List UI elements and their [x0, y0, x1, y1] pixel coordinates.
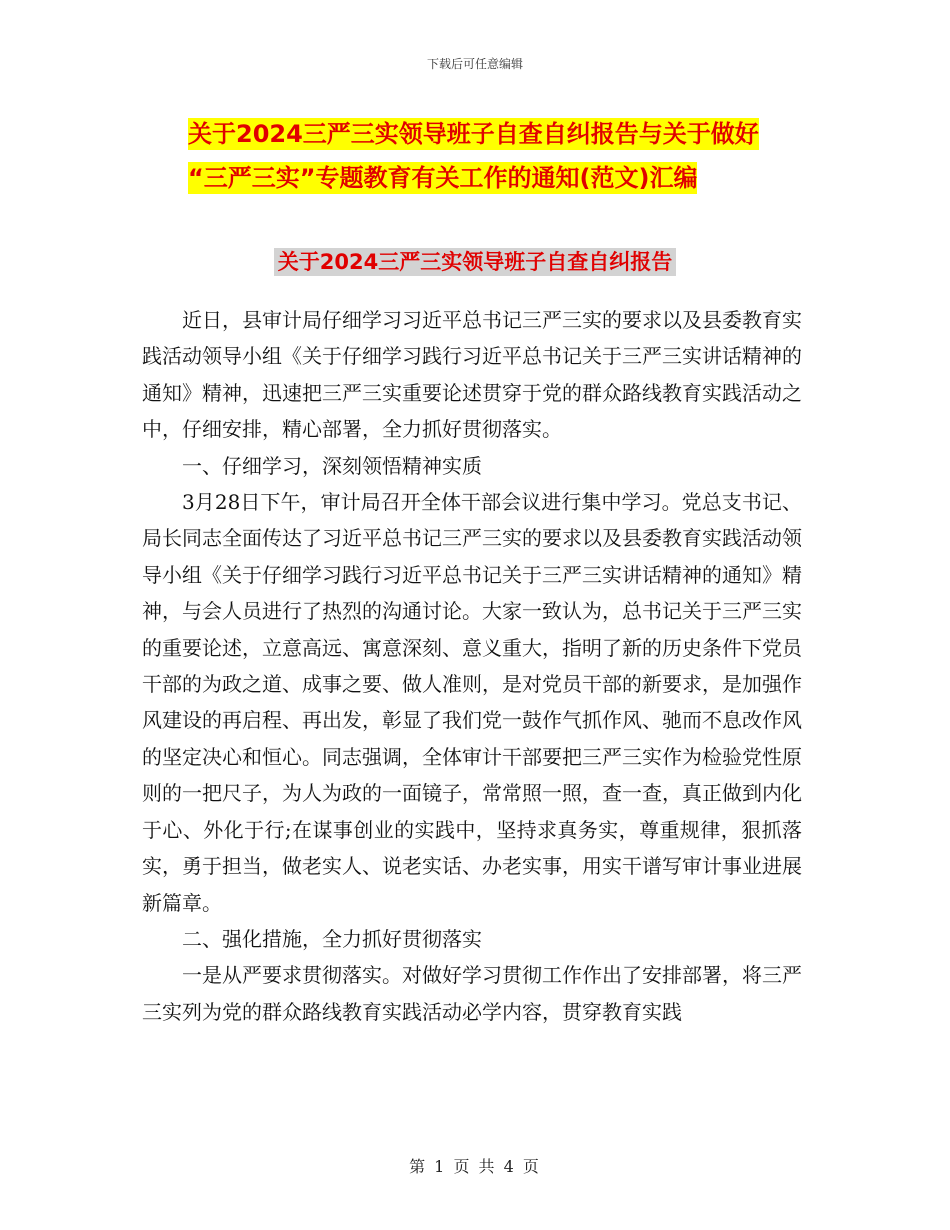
heading-point-2: 二、强化措施，全力抓好贯彻落实 [182, 926, 482, 951]
document-title-line-1: 关于2024三严三实领导班子自查自纠报告与关于做好 [188, 120, 759, 148]
header-note: 下载后可任意编辑 [426, 57, 523, 71]
section-heading [0, 246, 950, 278]
section-heading-text: 关于2024三严三实领导班子自查自纠报告 [274, 248, 676, 276]
heading-point-1: 一、仔细学习，深刻领悟精神实质 [182, 453, 482, 478]
body-text [142, 302, 802, 1030]
paragraph-study-meeting: 3月28日下午，审计局召开全体干部会议进行集中学习。党总支书记、局长同志全面传达了习近平总书记三严三实的要求以及县委教育实践活动领导小组《关于仔细学习践行习近平总书记关于三严三实讲话精神的通知》精神，与会人员进行了热烈的沟通讨论。大家一致认为，总书记关于三严三实的重要论述，立意高远、寓意深刻、意义重大，指明了新的历史条件下党员干部的为政之道、成事之要、做人准则，是对党员干部的新要求，是加强作风建设的再启程、再出发，彰显了我们党一鼓作气抓作风、驰而不息改作风的坚定决心和恒心。同志强调，全体审计干部要把三严三实作为检验党性原则的一把尺子，为人为政的一面镜子，常常照一照，查一查，真正做到内化于心、外化于行;在谋事创业的实践中，坚持求真务实，尊重规律，狠抓落实，勇于担当，做老实人、说老实话、办老实事，用实干谱写审计事业进展新篇章。 [142, 490, 802, 915]
paragraph-strict-requirement: 一是从严要求贯彻落实。对做好学习贯彻工作作出了安排部署，将三严三实列为党的群众路线教育实践活动必学内容，贯穿教育实践 [142, 963, 802, 1024]
document-title-line-2: “三严三实”专题教育有关工作的通知(范文)汇编 [188, 164, 698, 192]
document-title [188, 112, 828, 200]
paragraph-intro: 近日，县审计局仔细学习习近平总书记三严三实的要求以及县委教育实践活动领导小组《关于仔细学习践行习近平总书记关于三严三实讲话精神的通知》精神，迅速把三严三实重要论述贯穿于党的群众路线教育实践活动之中，仔细安排，精心部署，全力抓好贯彻落实。 [142, 308, 802, 442]
page-number-footer: 第 1 页 共 4 页 [409, 1157, 541, 1176]
